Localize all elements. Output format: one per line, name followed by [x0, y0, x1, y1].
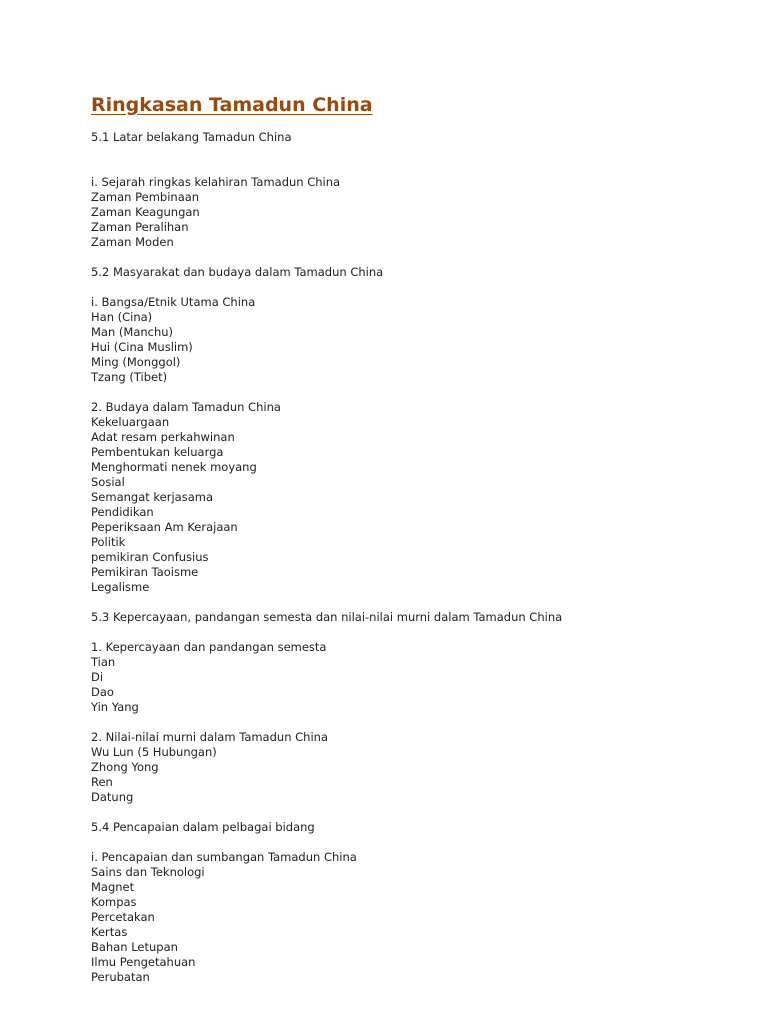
text-block	[91, 295, 751, 385]
list-item: Percetakan	[91, 910, 155, 924]
text-block	[91, 640, 751, 715]
list-item: Politik	[91, 535, 126, 549]
list-item: Zaman Keagungan	[91, 205, 200, 219]
list-item: Hui (Cina Muslim)	[91, 340, 193, 354]
list-item: Tzang (Tibet)	[91, 370, 168, 384]
list-item: Sosial	[91, 475, 125, 489]
list-item: Yin Yang	[91, 700, 139, 714]
list-item: Kompas	[91, 895, 137, 909]
list-item: Zaman Peralihan	[91, 220, 189, 234]
list-item: Pembentukan keluarga	[91, 445, 224, 459]
document-body	[91, 130, 751, 985]
block-heading: i. Bangsa/Etnik Utama China	[91, 295, 256, 309]
list-item: Kertas	[91, 925, 128, 939]
block-heading: i. Sejarah ringkas kelahiran Tamadun China	[91, 175, 341, 189]
list-item: Ren	[91, 775, 113, 789]
list-item: Peperiksaan Am Kerajaan	[91, 520, 238, 534]
text-block	[91, 400, 751, 595]
list-item: Kekeluargaan	[91, 415, 170, 429]
list-item: Di	[91, 670, 104, 684]
list-item: Man (Manchu)	[91, 325, 174, 339]
block-heading: 2. Nilai-nilai murni dalam Tamadun China	[91, 730, 328, 744]
list-item: Menghormati nenek moyang	[91, 460, 257, 474]
list-item: Zaman Moden	[91, 235, 174, 249]
block-heading: 5.1 Latar belakang Tamadun China	[91, 130, 292, 144]
list-item: pemikiran Confusius	[91, 550, 209, 564]
text-block	[91, 730, 751, 805]
list-item: Ilmu Pengetahuan	[91, 955, 196, 969]
block-heading: 5.2 Masyarakat dan budaya dalam Tamadun China	[91, 265, 384, 279]
list-item: Pendidikan	[91, 505, 154, 519]
list-item: Legalisme	[91, 580, 150, 594]
text-block	[91, 820, 751, 835]
text-block	[91, 265, 751, 280]
text-block	[91, 850, 751, 985]
block-heading: 5.4 Pencapaian dalam pelbagai bidang	[91, 820, 315, 834]
list-item: Tian	[91, 655, 116, 669]
list-item: Adat resam perkahwinan	[91, 430, 235, 444]
list-item: Zhong Yong	[91, 760, 159, 774]
list-item: Wu Lun (5 Hubungan)	[91, 745, 217, 759]
list-item: Bahan Letupan	[91, 940, 178, 954]
block-heading: 1. Kepercayaan dan pandangan semesta	[91, 640, 327, 654]
list-item: Perubatan	[91, 970, 150, 984]
document-page	[91, 92, 751, 985]
block-heading: 5.3 Kepercayaan, pandangan semesta dan nilai-nilai murni dalam Tamadun China	[91, 610, 563, 624]
block-heading: i. Pencapaian dan sumbangan Tamadun China	[91, 850, 357, 864]
list-item: Ming (Monggol)	[91, 355, 181, 369]
list-item: Sains dan Teknologi	[91, 865, 205, 879]
list-item: Zaman Pembinaan	[91, 190, 200, 204]
text-block	[91, 610, 751, 625]
document-title: Ringkasan Tamadun China	[91, 94, 373, 116]
text-block	[91, 130, 751, 145]
list-item: Magnet	[91, 880, 135, 894]
list-item: Datung	[91, 790, 134, 804]
list-item: Semangat kerjasama	[91, 490, 214, 504]
list-item: Dao	[91, 685, 114, 699]
text-block	[91, 175, 751, 250]
list-item: Han (Cina)	[91, 310, 153, 324]
list-item: Pemikiran Taoisme	[91, 565, 199, 579]
block-heading: 2. Budaya dalam Tamadun China	[91, 400, 281, 414]
